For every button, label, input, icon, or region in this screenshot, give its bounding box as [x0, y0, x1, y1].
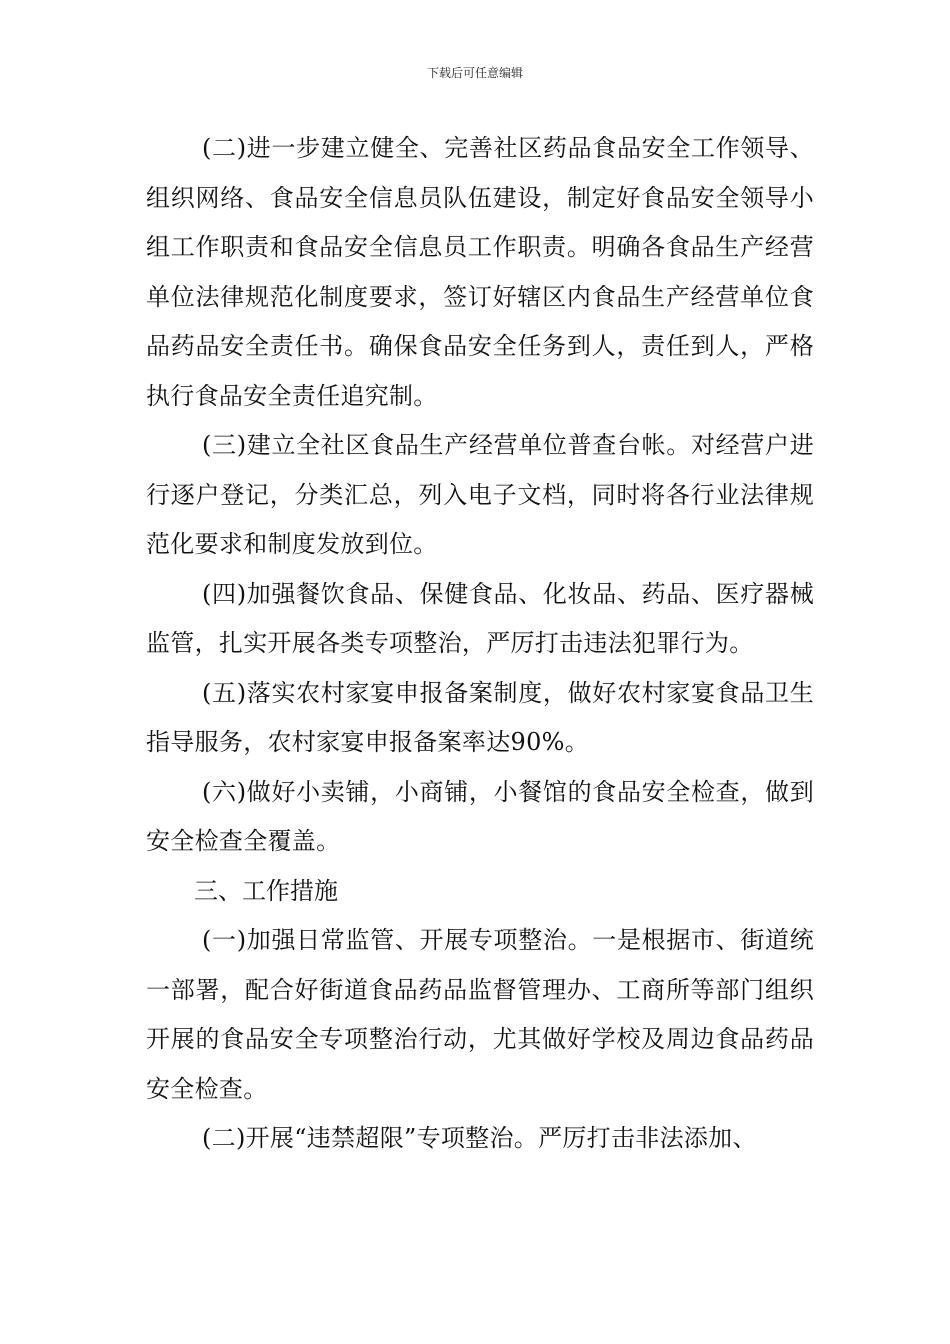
measure-paragraph-1: (一)加强日常监管、开展专项整治。一是根据市、街道统一部署，配合好街道食品药品监督管理办、工商所等部门组织开展的食品安全专项整治行动，尤其做好学校及周边食品药品安全检查。: [146, 926, 814, 1103]
paragraph-4: (四)加强餐饮食品、保健食品、化妆品、药品、医疗器械监管，扎实开展各类专项整治，严厉打击违法犯罪行为。: [146, 579, 814, 657]
paragraph-2: (二)进一步建立健全、完善社区药品食品安全工作领导、组织网络、食品安全信息员队伍建设，制定好食品安全领导小组工作职责和食品安全信息员工作职责。明确各食品生产经营单位法律规范化制度要求，签订好辖区内食品生产经营单位食品药品安全责任书。确保食品安全任务到人，责任到人，严格执行食品安全责任追究制。: [146, 134, 814, 410]
page-header: 下载后可任意编辑: [426, 66, 523, 80]
paragraph-3: (三)建立全社区食品生产经营单位普查台帐。对经营户进行逐户登记，分类汇总，列入电子文档，同时将各行业法律规范化要求和制度发放到位。: [146, 431, 814, 558]
paragraph-6: (六)做好小卖铺，小商铺，小餐馆的食品安全检查，做到安全检查全覆盖。: [146, 777, 814, 855]
measure-paragraph-2: (二)开展“违禁超限”专项整治。严厉打击非法添加、: [202, 1124, 757, 1152]
document-body: [146, 124, 814, 1164]
section-heading: 三、工作措施: [194, 876, 338, 905]
paragraph-5: (五)落实农村家宴申报备案制度，做好农村家宴食品卫生指导服务，农村家宴申报备案率达90%。: [146, 678, 814, 756]
